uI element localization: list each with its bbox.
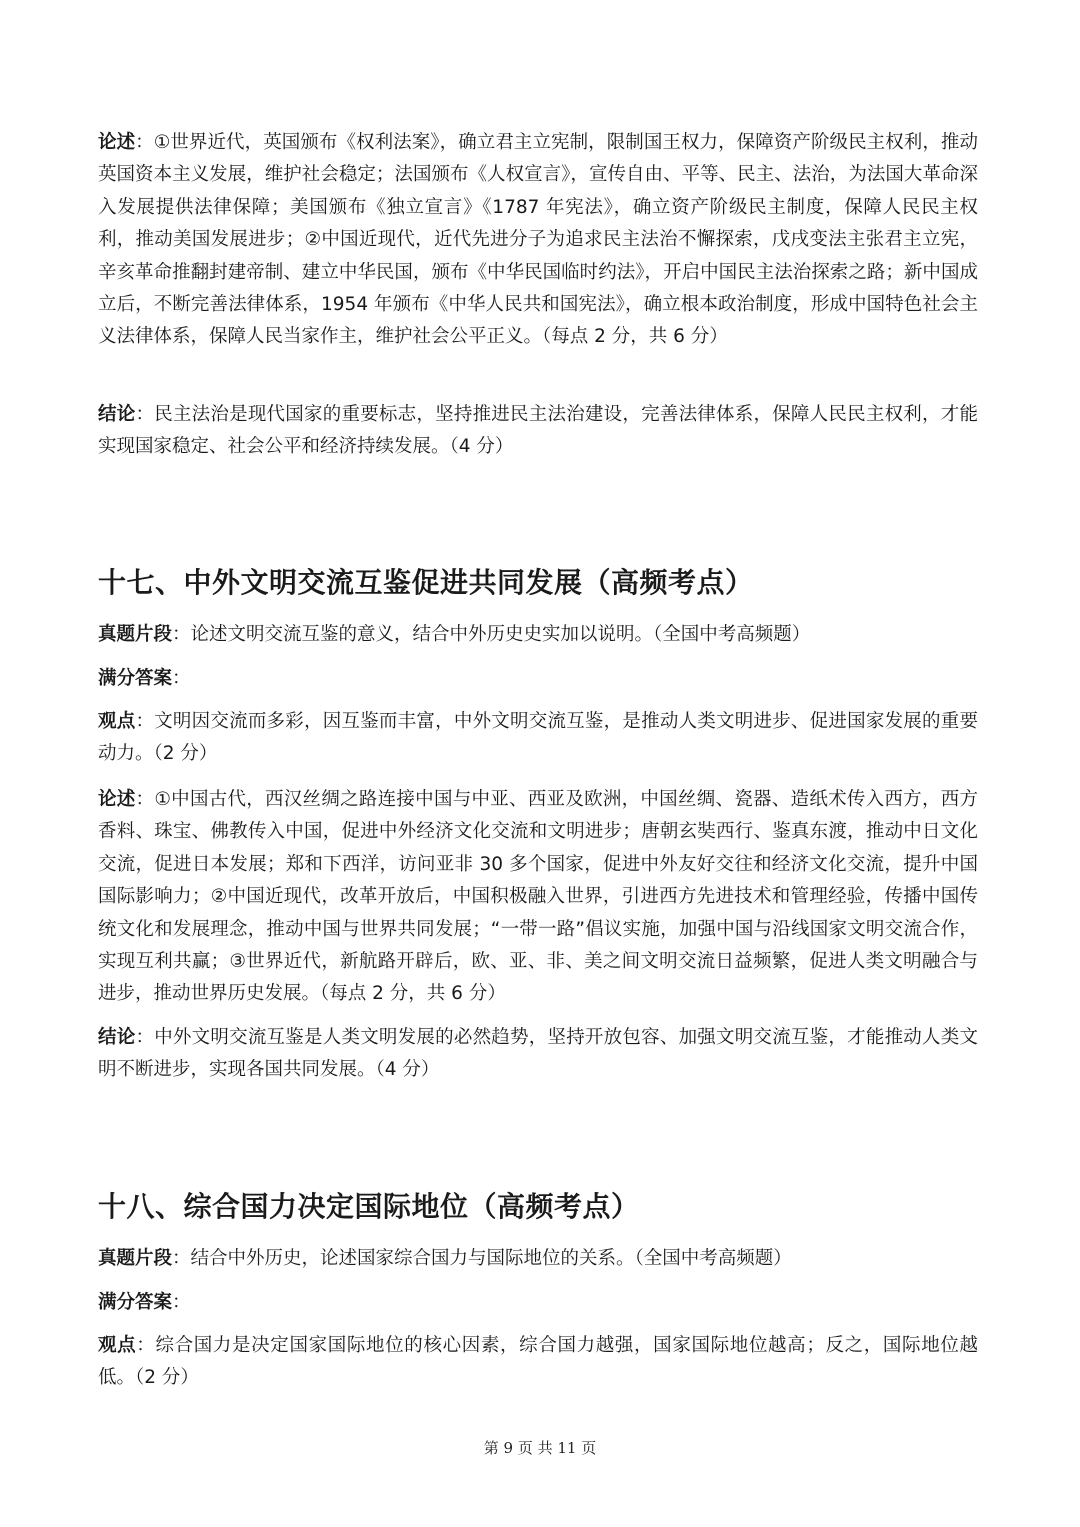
viewpoint-label: 观点 [98,1335,137,1356]
answer-suffix: ： [172,1292,191,1313]
conclusion-label: 结论 [98,404,136,425]
discussion-text: ：①中国古代，西汉丝绸之路连接中国与中亚、西亚及欧洲，中国丝绸、瓷器、造纸术传入西方，西方香料、珠宝、佛教传入中国，促进中外经济文化交流和文明进步；唐朝玄奘西行、鉴真东渡，推动中日文化交流，促进日本发展；郑和下西洋，访问亚非 30 多个国家，促进中外友好交往和经济文化交流，提升中国国际影响力；②中国近现代，改革开放后，中国积极融入世界，引进西方先进技术和管理经验，传播中国传统文化和发展理念，推动中国与世界共同发展；“一带一路”倡议实施，加强中国与沿线国家文明交流合作，实现互利共赢；③世界近代，新航路开辟后，欧、亚、非、美之间文明交流日益频繁，促进人类文明融合与进步，推动世界历史发展。（每点 2 分，共 6 分） [98,789,978,1005]
s17-question-paragraph [98,619,978,651]
s18-answer-heading [98,1287,978,1319]
question-text: ：结合中外历史，论述国家综合国力与国际地位的关系。（全国中考高频题） [172,1248,792,1269]
page-number-footer: 第 9 页 共 11 页 [483,1439,597,1457]
answer-label: 满分答案 [98,668,173,689]
s17-viewpoint-paragraph [98,706,978,771]
prev-discussion-paragraph [98,127,978,354]
conclusion-text: ：民主法治是现代国家的重要标志，坚持推进民主法治建设，完善法律体系，保障人民民主权利，才能实现国家稳定、社会公平和经济持续发展。（4 分） [98,404,978,458]
discussion-text: ：①世界近代，英国颁布《权利法案》，确立君主立宪制，限制国王权力，保障资产阶级民主权利，推动英国资本主义发展，维护社会稳定；法国颁布《人权宣言》，宣传自由、平等、民主、法治，为法国大革命深入发展提供法律保障；美国颁布《独立宣言》《1787 年宪法》，确立资产阶级民主制度，保障人民民主权利，推动美国发展进步；②中国近现代，近代先进分子为追求民主法治不懈探索，戊戌变法主张君主立宪，辛亥革命推翻封建帝制、建立中华民国，颁布《中华民国临时约法》，开启中国民主法治探索之路；新中国成立后，不断完善法律体系，1954 年颁布《中华人民共和国宪法》，确立根本政治制度，形成中国特色社会主义法律体系，保障人民当家作主，维护社会公平正义。（每点 2 分，共 6 分） [98,132,978,348]
s17-conclusion-paragraph [98,1022,978,1087]
question-text: ：论述文明交流互鉴的意义，结合中外历史史实加以说明。（全国中考高频题） [172,624,811,645]
s18-viewpoint-paragraph [98,1330,978,1395]
conclusion-label: 结论 [98,1027,136,1048]
answer-suffix: ： [172,668,191,689]
conclusion-text: ：中外文明交流互鉴是人类文明发展的必然趋势，坚持开放包容、加强文明交流互鉴，才能推动人类文明不断进步，实现各国共同发展。（4 分） [98,1027,978,1081]
s17-discussion-paragraph [98,784,978,1011]
question-label: 真题片段 [98,624,173,645]
prev-conclusion-paragraph [98,399,978,464]
s17-answer-heading [98,663,978,695]
answer-label: 满分答案 [98,1292,173,1313]
discussion-label: 论述 [98,132,136,153]
section-18-title: 十八、综合国力决定国际地位（高频考点） [98,1190,640,1223]
viewpoint-label: 观点 [98,711,136,732]
discussion-label: 论述 [98,789,136,810]
viewpoint-text: ：文明因交流而多彩，因互鉴而丰富，中外文明交流互鉴，是推动人类文明进步、促进国家发展的重要动力。（2 分） [98,711,978,765]
viewpoint-text: ：综合国力是决定国家国际地位的核心因素，综合国力越强，国家国际地位越高；反之，国际地位越低。（2 分） [98,1335,978,1389]
s18-question-paragraph [98,1243,978,1275]
question-label: 真题片段 [98,1248,173,1269]
section-17-title: 十七、中外文明交流互鉴促进共同发展（高频考点） [98,566,754,599]
